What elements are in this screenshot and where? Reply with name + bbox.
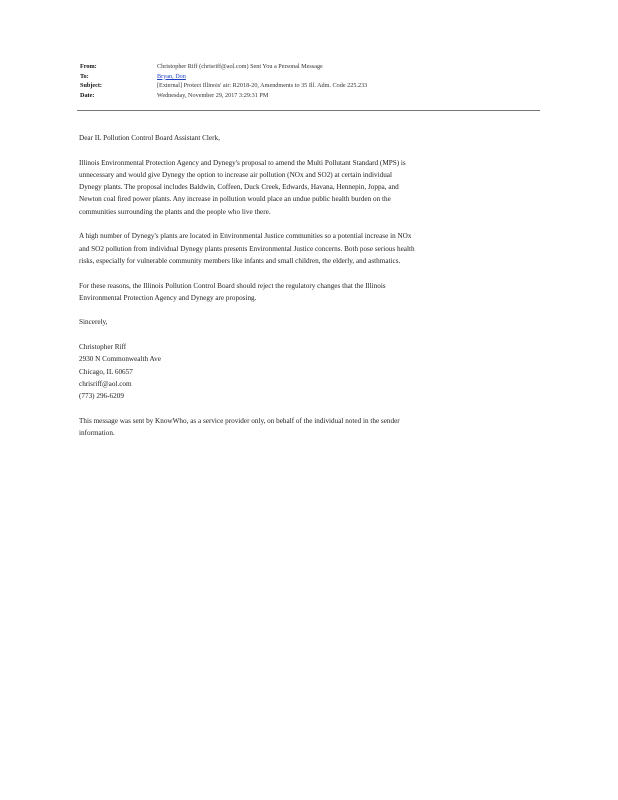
signature-city: Chicago, IL 60657: [79, 367, 133, 376]
paragraph-2: [79, 230, 509, 267]
signature-block: [79, 341, 509, 402]
from-row: [80, 62, 540, 72]
paragraph-line: unnecessary and would give Dynegy the option to increase air pollution (NOx and SO2) at certain individual: [79, 170, 392, 179]
paragraph-line: Illinois Environmental Protection Agency and Dynegy's proposal to amend the Multi Pollutant Standard (MPS) is: [79, 158, 406, 167]
paragraph-line: Environmental Protection Agency and Dynegy are proposing.: [79, 293, 257, 302]
closing: [79, 316, 509, 328]
subject-row: [80, 81, 540, 91]
from-label: From:: [80, 63, 97, 70]
paragraph-3: [79, 280, 509, 305]
to-label: To:: [80, 72, 89, 80]
paragraph-line: communities surrounding the plants and the people who live there.: [79, 207, 271, 216]
date-value: Wednesday, November 29, 2017 3:29:31 PM: [157, 91, 269, 99]
footer-line: information.: [79, 429, 115, 438]
paragraph-1: [79, 157, 509, 218]
paragraph-line: Newton coal fired power plants. Any increase in pollution would place an undue public health burden on the: [79, 195, 391, 204]
footer-line: This message was sent by KnowWho, as a service provider only, on behalf of the individual noted in the sender: [79, 416, 400, 425]
paragraph-line: risks, especially for vulnerable community members like infants and small children, the elderly, and asthmatics.: [79, 256, 401, 265]
subject-label: Subject:: [80, 82, 102, 89]
from-value: Christopher Riff (chrisriff@aol.com) Sent You a Personal Message: [157, 63, 323, 70]
to-row: [80, 72, 540, 82]
footer-note: [79, 415, 509, 440]
signature-phone: (773) 296-6209: [79, 392, 124, 401]
salutation-text: Dear IL Pollution Control Board Assistant Clerk,: [79, 134, 220, 142]
paragraph-line: For these reasons, the Illinois Pollution Control Board should reject the regulatory changes that the Illinois: [79, 281, 386, 290]
signature-name: Christopher Riff: [79, 343, 127, 352]
date-label: Date:: [80, 91, 95, 99]
signature-street: 2930 N Commonwealth Ave: [79, 355, 161, 364]
subject-value: [External] Protect Illinois' air: R2018-20, Amendments to 35 Ill. Adm. Code 225.233: [157, 82, 368, 89]
header-divider: [77, 110, 540, 111]
salutation: [79, 132, 509, 144]
to-recipient-link[interactable]: Bryan, Don: [157, 72, 186, 80]
signature-email: chrisriff@aol.com: [79, 379, 132, 388]
paragraph-line: Dynegy plants. The proposal includes Baldwin, Coffeen, Duck Creek, Edwards, Havana, Hennepin, Joppa, and: [79, 183, 399, 192]
paragraph-line: and SO2 pollution from individual Dynegy plants presents Environmental Justice concerns. Both pose serious health: [79, 244, 415, 253]
date-row: [80, 91, 540, 101]
email-header: [80, 62, 540, 100]
letter-body: [79, 132, 509, 452]
paragraph-line: A high number of Dynegy's plants are located in Environmental Justice communities so a potential increase in NOx: [79, 232, 412, 241]
closing-text: Sincerely,: [79, 318, 108, 327]
